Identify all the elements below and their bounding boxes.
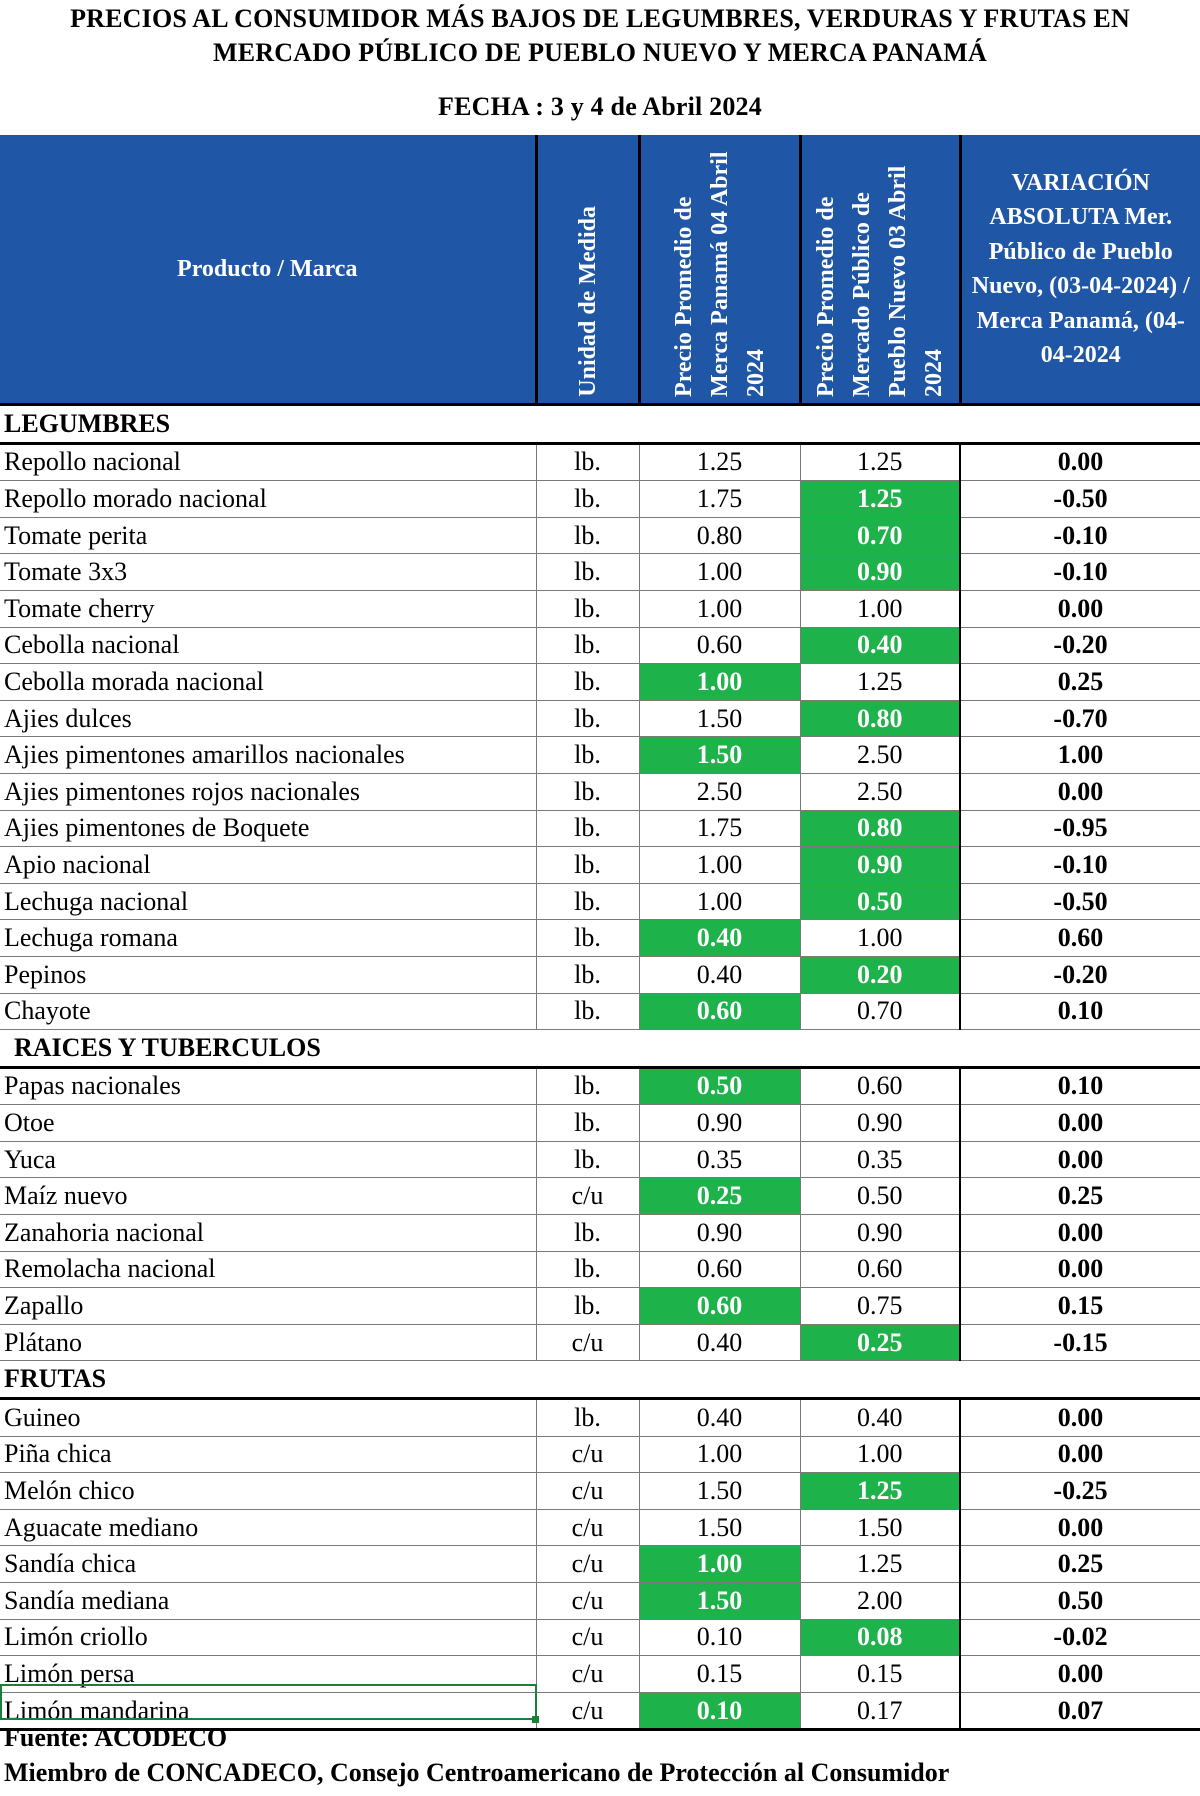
report-title-line1: PRECIOS AL CONSUMIDOR MÁS BAJOS DE LEGUMBRES, VERDURAS Y FRUTAS EN	[70, 4, 1130, 33]
column-header-product-label: Producto / Marca	[177, 256, 358, 282]
table-row	[0, 1473, 1200, 1510]
unit-cell[interactable]: lb.	[536, 1141, 639, 1178]
variation-cell[interactable]: 0.15	[960, 1288, 1200, 1325]
price-mercado-cell[interactable]: 0.80	[800, 810, 960, 847]
unit-cell[interactable]: lb.	[536, 517, 639, 554]
price-mercado-cell[interactable]: 1.25	[800, 1473, 960, 1510]
unit-cell[interactable]: lb.	[536, 1105, 639, 1142]
variation-cell[interactable]: 0.00	[960, 1399, 1200, 1437]
table-row	[0, 1324, 1200, 1361]
price-merca-cell[interactable]: 1.00	[639, 847, 800, 884]
table-row	[0, 810, 1200, 847]
product-cell[interactable]: Pepinos	[0, 956, 536, 993]
table-row	[0, 481, 1200, 518]
product-cell[interactable]: Zanahoria nacional	[0, 1215, 536, 1252]
product-cell[interactable]: Piña chica	[0, 1436, 536, 1473]
table-row	[0, 993, 1200, 1030]
price-mercado-cell[interactable]: 1.25	[800, 443, 960, 481]
table-row	[0, 1105, 1200, 1142]
section-row	[0, 1030, 1200, 1068]
unit-cell[interactable]: lb.	[536, 700, 639, 737]
report-title-line2: MERCADO PÚBLICO DE PUEBLO NUEVO Y MERCA PANAMÁ	[213, 38, 987, 67]
product-cell[interactable]: Repollo morado nacional	[0, 481, 536, 518]
price-merca-cell[interactable]: 0.10	[639, 1692, 800, 1730]
section-title: FRUTAS	[0, 1361, 1200, 1399]
price-merca-cell[interactable]: 1.00	[639, 590, 800, 627]
unit-cell[interactable]: c/u	[536, 1178, 639, 1215]
table-row	[0, 773, 1200, 810]
unit-cell[interactable]: lb.	[536, 993, 639, 1030]
column-header-price-mercado[interactable]	[800, 135, 960, 405]
price-merca-cell[interactable]: 1.50	[639, 737, 800, 774]
variation-cell[interactable]: -0.02	[960, 1619, 1200, 1656]
price-mercado-cell[interactable]: 1.00	[800, 920, 960, 957]
price-mercado-cell[interactable]: 0.08	[800, 1619, 960, 1656]
price-mercado-cell[interactable]: 2.50	[800, 737, 960, 774]
product-cell[interactable]: Ajies pimentones rojos nacionales	[0, 773, 536, 810]
table-row	[0, 664, 1200, 701]
variation-cell[interactable]: -0.10	[960, 554, 1200, 591]
price-merca-cell[interactable]: 1.00	[639, 554, 800, 591]
price-merca-cell[interactable]: 1.00	[639, 664, 800, 701]
price-merca-cell[interactable]: 1.50	[639, 700, 800, 737]
column-header-price-mercado-label: Precio Promedio de Mercado Público de Pueblo Nuevo 03 Abril 2024	[813, 165, 947, 397]
product-cell[interactable]: Tomate perita	[0, 517, 536, 554]
price-merca-cell[interactable]: 0.90	[639, 1105, 800, 1142]
price-mercado-cell[interactable]: 0.50	[800, 1178, 960, 1215]
unit-cell[interactable]: lb.	[536, 773, 639, 810]
variation-cell[interactable]: 0.10	[960, 993, 1200, 1030]
variation-cell[interactable]: 0.00	[960, 443, 1200, 481]
price-merca-cell[interactable]: 0.25	[639, 1178, 800, 1215]
variation-cell[interactable]: -0.20	[960, 956, 1200, 993]
column-header-variation[interactable]	[960, 135, 1200, 405]
unit-cell[interactable]: lb.	[536, 554, 639, 591]
price-mercado-cell[interactable]: 0.90	[800, 847, 960, 884]
price-merca-cell[interactable]: 2.50	[639, 773, 800, 810]
footer-source: Fuente: ACODECO	[4, 1723, 228, 1752]
table-row	[0, 1067, 1200, 1105]
variation-cell[interactable]: -0.10	[960, 847, 1200, 884]
product-cell[interactable]: Cebolla morada nacional	[0, 664, 536, 701]
product-cell[interactable]: Zapallo	[0, 1288, 536, 1325]
section-title: LEGUMBRES	[0, 405, 1200, 444]
product-cell[interactable]: Limón persa	[0, 1656, 536, 1693]
product-cell[interactable]: Tomate cherry	[0, 590, 536, 627]
table-row	[0, 847, 1200, 884]
column-header-unit[interactable]	[536, 135, 639, 405]
column-header-unit-label: Unidad de Medida	[574, 206, 601, 397]
table-row	[0, 1583, 1200, 1620]
table-row	[0, 883, 1200, 920]
variation-cell[interactable]: 0.25	[960, 664, 1200, 701]
price-merca-cell[interactable]: 0.50	[639, 1067, 800, 1105]
variation-cell[interactable]: 0.00	[960, 1105, 1200, 1142]
table-row	[0, 1619, 1200, 1656]
variation-cell[interactable]: 0.25	[960, 1178, 1200, 1215]
variation-cell[interactable]: 0.25	[960, 1546, 1200, 1583]
variation-cell[interactable]: 0.00	[960, 1141, 1200, 1178]
price-merca-cell[interactable]: 0.90	[639, 1215, 800, 1252]
table-row	[0, 1215, 1200, 1252]
price-merca-cell[interactable]: 0.40	[639, 956, 800, 993]
product-cell[interactable]: Yuca	[0, 1141, 536, 1178]
price-merca-cell[interactable]: 1.25	[639, 443, 800, 481]
price-mercado-cell[interactable]: 0.60	[800, 1251, 960, 1288]
price-mercado-cell[interactable]: 0.35	[800, 1141, 960, 1178]
price-merca-cell[interactable]: 0.35	[639, 1141, 800, 1178]
price-merca-cell[interactable]: 0.60	[639, 993, 800, 1030]
column-header-variation-label: VARIACIÓN ABSOLUTA Mer. Público de Pueblo Nuevo, (03-04-2024) / Merca Panamá, (04-04-2024	[971, 169, 1190, 368]
section-row	[0, 405, 1200, 444]
variation-cell[interactable]: 0.00	[960, 1251, 1200, 1288]
selected-cell-outline	[0, 1684, 537, 1720]
product-cell[interactable]: Ajies pimentones amarillos nacionales	[0, 737, 536, 774]
unit-cell[interactable]: lb.	[536, 737, 639, 774]
price-mercado-cell[interactable]: 0.70	[800, 993, 960, 1030]
unit-cell[interactable]: c/u	[536, 1473, 639, 1510]
variation-cell[interactable]: -0.50	[960, 481, 1200, 518]
product-cell[interactable]: Ajies pimentones de Boquete	[0, 810, 536, 847]
product-cell[interactable]: Lechuga romana	[0, 920, 536, 957]
price-mercado-cell[interactable]: 0.60	[800, 1067, 960, 1105]
table-row	[0, 956, 1200, 993]
table-row	[0, 737, 1200, 774]
price-merca-cell[interactable]: 1.00	[639, 883, 800, 920]
table-row	[0, 1288, 1200, 1325]
unit-cell[interactable]: lb.	[536, 1399, 639, 1437]
price-mercado-cell[interactable]: 2.00	[800, 1583, 960, 1620]
table-row	[0, 590, 1200, 627]
price-mercado-cell[interactable]: 0.70	[800, 517, 960, 554]
price-merca-cell[interactable]: 0.80	[639, 517, 800, 554]
price-mercado-cell[interactable]: 0.80	[800, 700, 960, 737]
price-mercado-cell[interactable]: 0.90	[800, 1215, 960, 1252]
product-cell[interactable]: Repollo nacional	[0, 443, 536, 481]
table-row	[0, 554, 1200, 591]
product-cell[interactable]: Maíz nuevo	[0, 1178, 536, 1215]
price-mercado-cell[interactable]: 0.50	[800, 883, 960, 920]
product-cell[interactable]: Cebolla nacional	[0, 627, 536, 664]
product-cell[interactable]: Tomate 3x3	[0, 554, 536, 591]
variation-cell[interactable]: 0.07	[960, 1692, 1200, 1730]
unit-cell[interactable]: lb.	[536, 883, 639, 920]
table-row	[0, 1251, 1200, 1288]
product-cell[interactable]: Lechuga nacional	[0, 883, 536, 920]
variation-cell[interactable]: -0.50	[960, 883, 1200, 920]
table-body	[0, 405, 1200, 1730]
unit-cell[interactable]: lb.	[536, 590, 639, 627]
unit-cell[interactable]: lb.	[536, 1215, 639, 1252]
unit-cell[interactable]: c/u	[536, 1583, 639, 1620]
price-merca-cell[interactable]: 0.40	[639, 920, 800, 957]
table-row	[0, 1436, 1200, 1473]
price-mercado-cell[interactable]: 1.25	[800, 664, 960, 701]
header-row	[0, 135, 1200, 405]
product-cell[interactable]: Sandía mediana	[0, 1583, 536, 1620]
price-merca-cell[interactable]: 0.40	[639, 1399, 800, 1437]
column-header-price-merca-label: Precio Promedio de Merca Panamá 04 Abril 2024	[670, 151, 769, 397]
unit-cell[interactable]: lb.	[536, 1288, 639, 1325]
price-mercado-cell[interactable]: 0.90	[800, 1105, 960, 1142]
price-table	[0, 135, 1200, 1731]
price-mercado-cell[interactable]: 0.15	[800, 1656, 960, 1693]
unit-cell[interactable]: c/u	[536, 1619, 639, 1656]
footer-member: Miembro de CONCADECO, Consejo Centroamericano de Protección al Consumidor	[4, 1758, 950, 1787]
product-cell[interactable]: Melón chico	[0, 1473, 536, 1510]
variation-cell[interactable]: 0.00	[960, 1215, 1200, 1252]
price-mercado-cell[interactable]: 0.25	[800, 1324, 960, 1361]
price-mercado-cell[interactable]: 1.25	[800, 1546, 960, 1583]
unit-cell[interactable]: lb.	[536, 956, 639, 993]
product-cell[interactable]: Sandía chica	[0, 1546, 536, 1583]
variation-cell[interactable]: 0.00	[960, 1656, 1200, 1693]
variation-cell[interactable]: -0.95	[960, 810, 1200, 847]
product-cell[interactable]: Limón mandarina	[0, 1692, 536, 1730]
product-cell[interactable]: Papas nacionales	[0, 1067, 536, 1105]
table-row	[0, 920, 1200, 957]
unit-cell[interactable]: lb.	[536, 1251, 639, 1288]
price-merca-cell[interactable]: 0.60	[639, 1288, 800, 1325]
price-mercado-cell[interactable]: 1.50	[800, 1509, 960, 1546]
price-mercado-cell[interactable]: 1.25	[800, 481, 960, 518]
column-header-price-merca[interactable]	[639, 135, 800, 405]
variation-cell[interactable]: 0.10	[960, 1067, 1200, 1105]
price-mercado-cell[interactable]: 2.50	[800, 773, 960, 810]
table-row	[0, 443, 1200, 481]
variation-cell[interactable]: -0.70	[960, 700, 1200, 737]
price-merca-cell[interactable]: 1.50	[639, 1473, 800, 1510]
price-mercado-cell[interactable]: 0.20	[800, 956, 960, 993]
variation-cell[interactable]: 0.60	[960, 920, 1200, 957]
cell-fill-handle[interactable]	[532, 1716, 539, 1723]
price-merca-cell[interactable]: 1.75	[639, 810, 800, 847]
table-row	[0, 1399, 1200, 1437]
price-merca-cell[interactable]: 0.40	[639, 1324, 800, 1361]
price-mercado-cell[interactable]: 1.00	[800, 1436, 960, 1473]
unit-cell[interactable]: lb.	[536, 847, 639, 884]
unit-cell[interactable]: c/u	[536, 1509, 639, 1546]
unit-cell[interactable]: lb.	[536, 627, 639, 664]
price-mercado-cell[interactable]: 0.40	[800, 1399, 960, 1437]
product-cell[interactable]: Ajies dulces	[0, 700, 536, 737]
section-title: RAICES Y TUBERCULOS	[0, 1030, 1200, 1068]
unit-cell[interactable]: lb.	[536, 810, 639, 847]
variation-cell[interactable]: -0.15	[960, 1324, 1200, 1361]
table-row	[0, 1509, 1200, 1546]
variation-cell[interactable]: -0.20	[960, 627, 1200, 664]
unit-cell[interactable]: lb.	[536, 443, 639, 481]
price-mercado-cell[interactable]: 0.17	[800, 1692, 960, 1730]
price-merca-cell[interactable]: 1.00	[639, 1436, 800, 1473]
product-cell[interactable]: Aguacate mediano	[0, 1509, 536, 1546]
product-cell[interactable]: Chayote	[0, 993, 536, 1030]
table-row	[0, 627, 1200, 664]
price-merca-cell[interactable]: 0.60	[639, 627, 800, 664]
product-cell[interactable]: Guineo	[0, 1399, 536, 1437]
table-row	[0, 700, 1200, 737]
section-row	[0, 1361, 1200, 1399]
variation-cell[interactable]: -0.10	[960, 517, 1200, 554]
price-mercado-cell[interactable]: 0.75	[800, 1288, 960, 1325]
price-merca-cell[interactable]: 1.75	[639, 481, 800, 518]
product-cell[interactable]: Plátano	[0, 1324, 536, 1361]
unit-cell[interactable]: c/u	[536, 1692, 639, 1730]
report-date: FECHA : 3 y 4 de Abril 2024	[438, 92, 762, 121]
table-row	[0, 1141, 1200, 1178]
product-cell[interactable]: Apio nacional	[0, 847, 536, 884]
unit-cell[interactable]: c/u	[536, 1324, 639, 1361]
price-merca-cell[interactable]: 0.15	[639, 1656, 800, 1693]
product-cell[interactable]: Limón criollo	[0, 1619, 536, 1656]
table-row	[0, 1178, 1200, 1215]
price-merca-cell[interactable]: 1.50	[639, 1509, 800, 1546]
price-merca-cell[interactable]: 0.10	[639, 1619, 800, 1656]
price-mercado-cell[interactable]: 0.40	[800, 627, 960, 664]
variation-cell[interactable]: 0.00	[960, 590, 1200, 627]
table-row	[0, 1546, 1200, 1583]
unit-cell[interactable]: lb.	[536, 664, 639, 701]
variation-cell[interactable]: 0.00	[960, 1436, 1200, 1473]
variation-cell[interactable]: 0.00	[960, 773, 1200, 810]
unit-cell[interactable]: c/u	[536, 1436, 639, 1473]
price-merca-cell[interactable]: 0.60	[639, 1251, 800, 1288]
price-mercado-cell[interactable]: 0.90	[800, 554, 960, 591]
product-cell[interactable]: Otoe	[0, 1105, 536, 1142]
variation-cell[interactable]: 0.50	[960, 1583, 1200, 1620]
unit-cell[interactable]: lb.	[536, 1067, 639, 1105]
product-cell[interactable]: Remolacha nacional	[0, 1251, 536, 1288]
unit-cell[interactable]: c/u	[536, 1656, 639, 1693]
unit-cell[interactable]: lb.	[536, 481, 639, 518]
table-row	[0, 517, 1200, 554]
price-mercado-cell[interactable]: 1.00	[800, 590, 960, 627]
price-merca-cell[interactable]: 1.50	[639, 1583, 800, 1620]
column-header-product[interactable]	[0, 135, 536, 405]
variation-cell[interactable]: 0.00	[960, 1509, 1200, 1546]
unit-cell[interactable]: c/u	[536, 1546, 639, 1583]
variation-cell[interactable]: -0.25	[960, 1473, 1200, 1510]
price-merca-cell[interactable]: 1.00	[639, 1546, 800, 1583]
unit-cell[interactable]: lb.	[536, 920, 639, 957]
variation-cell[interactable]: 1.00	[960, 737, 1200, 774]
